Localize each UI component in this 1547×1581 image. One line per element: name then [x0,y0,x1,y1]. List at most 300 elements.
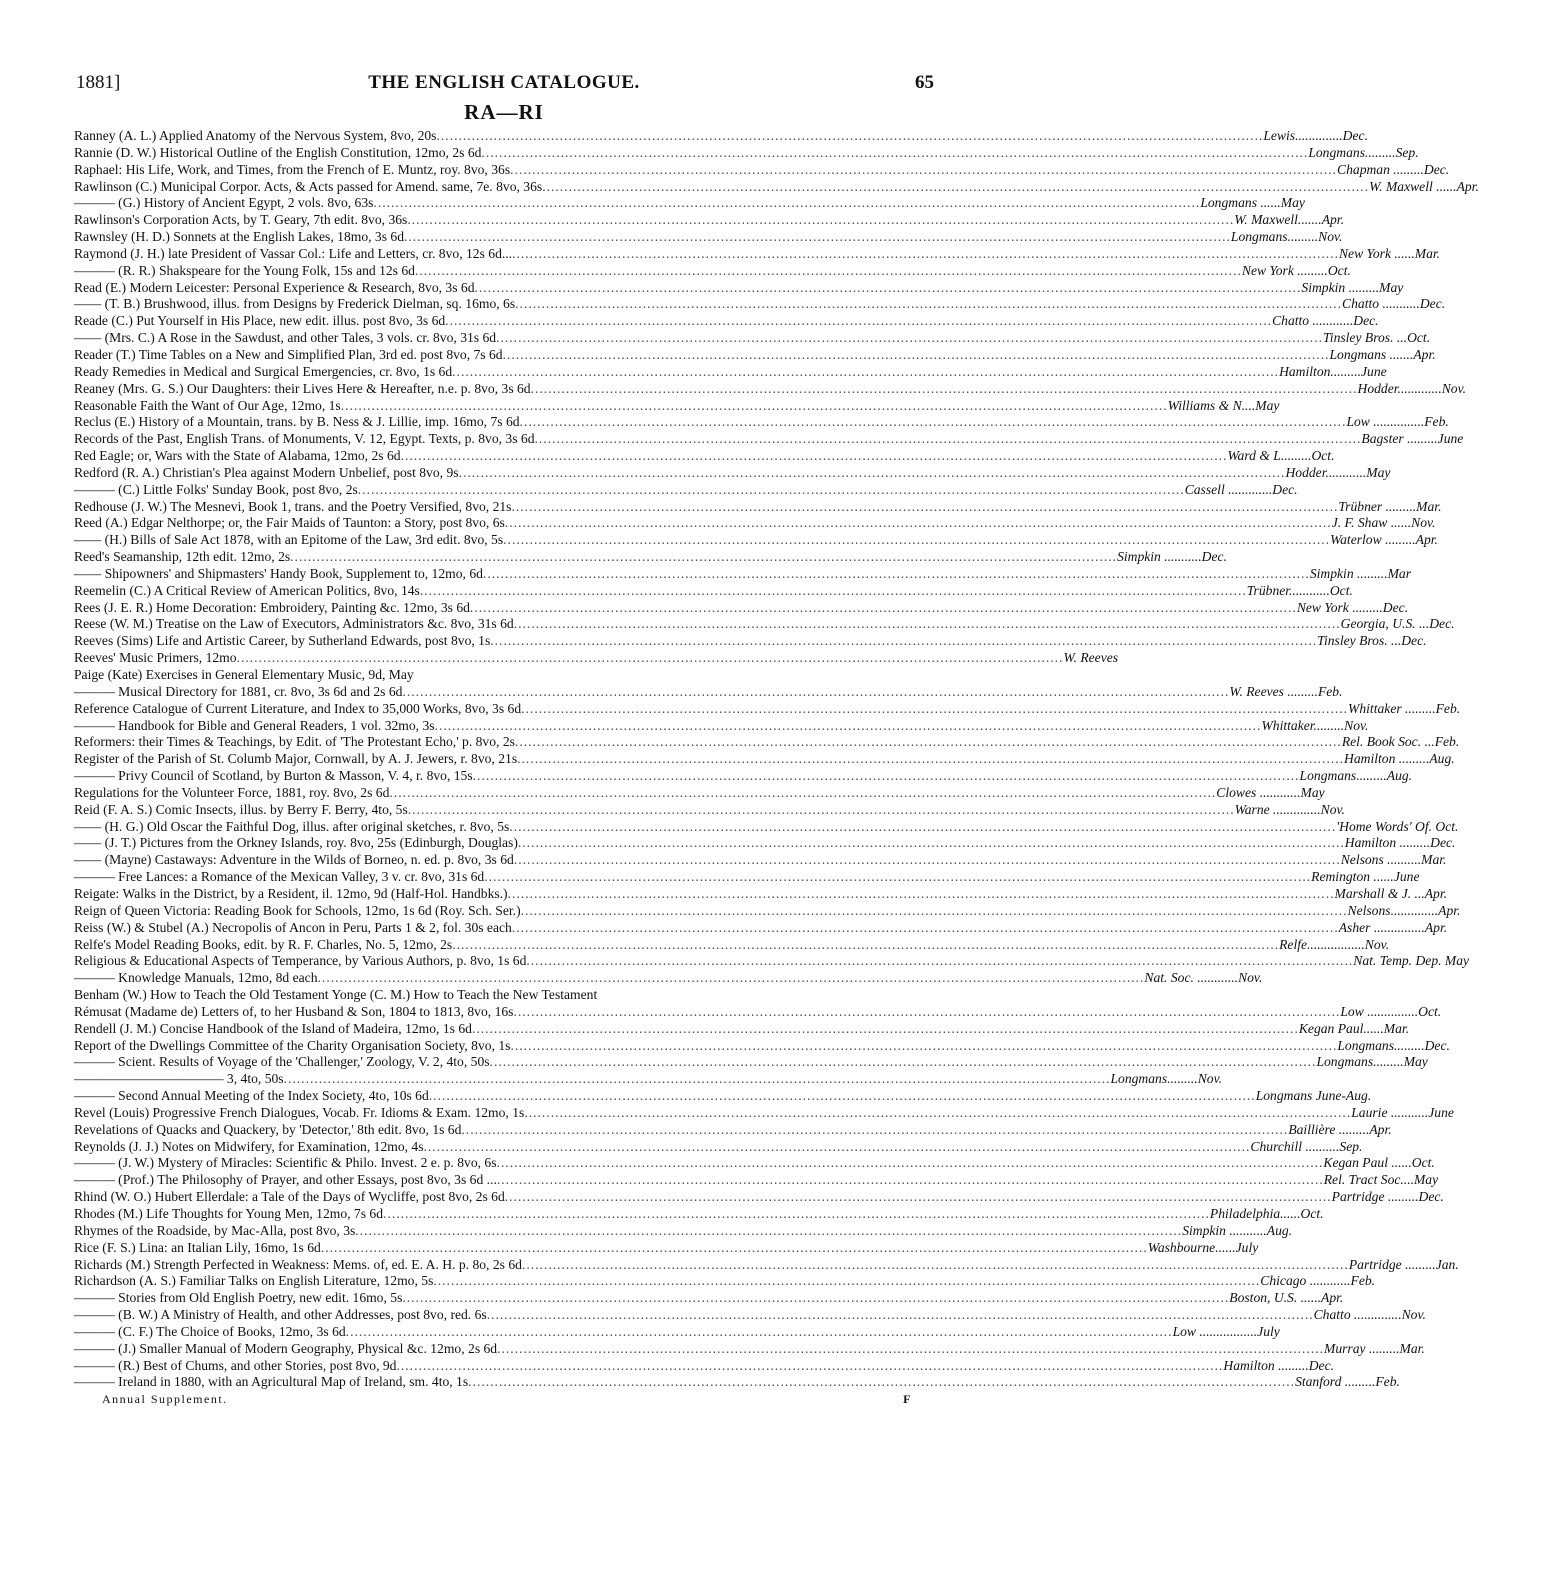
dot-leader [472,1021,1299,1038]
catalogue-entry [74,1088,1372,1105]
entry-title: Ready Remedies in Medical and Surgical Emergencies, cr. 8vo, 1s 6d [74,363,453,379]
dot-leader [396,1358,1223,1375]
dot-leader [511,499,1338,516]
entry-publisher-date: Tinsley Bros. ...Dec. [1317,633,1427,649]
entry-publisher-date: W. Maxwell.......Apr. [1234,212,1344,228]
entry-publisher-date: Partridge .........Jan. [1348,1256,1459,1272]
dot-leader [237,650,1064,667]
dot-leader [490,633,1317,650]
catalogue-entry [74,869,1420,886]
entry-title: ——— (R.) Best of Chums, and other Stories, post 8vo, 9d [74,1357,397,1373]
entry-title: ——— Stories from Old English Poetry, new edit. 16mo, 5s [74,1290,403,1306]
entry-title: ——— (G.) History of Ancient Egypt, 2 vols. 8vo, 63s [74,195,374,211]
entry-title: ——————————— 3, 4to, 50s [74,1071,284,1087]
dot-leader [284,1071,1111,1088]
catalogue-entry [74,1374,1400,1391]
catalogue-entry [74,481,1298,499]
entry-publisher-date: Low ...............Feb. [1346,414,1449,430]
catalogue-entry [74,515,1436,532]
entry-title: Reclus (E.) History of a Mountain, trans. by B. Ness & J. Lillie, imp. 16mo, 7s 6d [74,414,520,430]
catalogue-entry [74,128,1368,145]
entry-title: ——— Handbook for Bible and General Readers, 1 vol. 32mo, 3s [74,717,435,733]
dot-leader [358,482,1185,499]
entry-title: Regulations for the Volunteer Force, 1881, roy. 8vo, 2s 6d [74,784,390,800]
dot-leader [497,1172,1324,1189]
dot-leader [435,718,1262,735]
entry-title: Reese (W. M.) Treatise on the Law of Executors, Administrators &c. 8vo, 31s 6d [74,616,514,632]
entry-title: Richardson (A. S.) Familiar Talks on English Literature, 12mo, 5s [74,1273,434,1289]
dot-leader [433,1273,1260,1290]
entry-title: Report of the Dwellings Committee of the Charity Organisation Society, 8vo, 1s [74,1037,511,1053]
dot-leader [321,1240,1148,1257]
footer-signature: Annual Supplement. [102,1392,228,1407]
entry-title: —— (H. G.) Old Oscar the Faithful Dog, illus. after original sketches, r. 8vo, 5s [74,818,510,834]
entry-title: ——— Ireland in 1880, with an Agricultural Map of Ireland, sm. 4to, 1s [74,1374,469,1390]
dot-leader [389,785,1216,802]
entry-title: Religious & Educational Aspects of Temperance, by Various Authors, p. 8vo, 1s 6d [74,953,527,969]
entry-publisher-date: Philadelphia......Oct. [1209,1206,1324,1221]
entry-title: Red Eagle; or, Wars with the State of Alabama, 12mo, 2s 6d [74,448,401,464]
page-number: 65 [915,72,934,93]
entry-title: ——— Knowledge Manuals, 12mo, 8d each [74,970,318,986]
catalogue-entry [74,1222,1293,1240]
entry-publisher-date: 'Home Words' Of. Oct. [1336,818,1459,834]
entry-publisher-date: Clowes ............May [1216,784,1325,800]
entry-publisher-date: Whittaker .........Feb. [1348,700,1461,716]
entry-publisher-date: Chapman .........Dec. [1337,161,1450,177]
catalogue-entry [74,229,1343,246]
catalogue-entry [74,1239,1259,1257]
page-footer [74,1392,934,1410]
entry-publisher-date: W. Reeves .........Feb. [1229,683,1343,699]
entry-title: Rawlinson (C.) Municipal Corpor. Acts, & Acts passed for Amend. same, 7e. 8vo, 36s [74,178,543,194]
dot-leader [475,280,1302,297]
entry-publisher-date: Rel. Tract Soc....May [1323,1172,1439,1188]
dot-leader [513,1004,1340,1021]
entry-title: Raymond (J. H.) late President of Vassar Col.: Life and Letters, cr. 8vo, 12s 6d... [74,245,513,261]
entry-publisher-date: Low .................July [1172,1323,1280,1339]
catalogue-entry [74,902,1461,920]
dot-leader [290,549,1117,566]
dot-leader [490,1054,1317,1071]
entry-publisher-date: Marshall & J. ...Apr. [1334,885,1448,901]
catalogue-entry [74,599,1409,617]
entry-publisher-date: Hamilton.........June [1279,363,1387,379]
entry-publisher-date: Longmans.........Sep. [1308,144,1419,160]
catalogue-entry [74,734,1460,751]
catalogue-page [74,72,1479,1410]
entry-title: Redford (R. A.) Christian's Plea against Modern Unbelief, post 8vo, 9s [74,464,459,480]
catalogue-entry [74,1104,1454,1122]
entry-title: Rhymes of the Roadside, by Mac-Alla, post 8vo, 3s [74,1222,356,1238]
catalogue-entry [74,667,934,684]
dot-leader [445,313,1272,330]
catalogue-entry [74,262,1351,280]
catalogue-entry [74,700,1461,718]
catalogue-entry [74,1340,1425,1358]
entry-publisher-date: New York .........Dec. [1296,599,1409,615]
entry-publisher-date: Bagster .........June [1361,431,1464,447]
entry-title: Reeves (Sims) Life and Artistic Career, by Sutherland Edwards, post 8vo, 1s [74,633,491,649]
dot-leader [402,1290,1229,1307]
catalogue-entry [74,751,1455,768]
entry-publisher-date: New York .........Oct. [1241,262,1351,278]
dot-leader [402,684,1229,701]
entry-title: ——— (J.) Smaller Manual of Modern Geography, Physical &c. 12mo, 2s 6d [74,1340,498,1356]
catalogue-entry [74,1256,1459,1274]
entry-title: Richards (M.) Strength Perfected in Weakness: Mems. of, ed. E. A. H. p. 8o, 2s 6d [74,1256,522,1272]
entry-publisher-date: Cassell .............Dec. [1184,481,1298,497]
dot-leader [503,347,1330,364]
catalogue-entry [74,885,1448,903]
entry-publisher-date: Nat. Temp. Dep. May [1353,953,1470,969]
dot-leader [408,802,1235,819]
entry-title: Reigate: Walks in the District, by a Resident, il. 12mo, 9d (Half-Hol. Handbks.) [74,885,508,901]
dot-leader [373,195,1200,212]
catalogue-entry [74,1020,1410,1038]
catalogue-entry [74,464,1391,482]
dot-leader [518,835,1345,852]
entry-title: ——— Scient. Results of Voyage of the 'Challenger,' Zoology, V. 2, 4to, 50s [74,1054,490,1070]
entry-publisher-date: Trübner .........Mar. [1338,498,1442,514]
dot-leader [415,263,1242,280]
dot-leader [459,465,1286,482]
catalogue-entry [74,346,1436,364]
catalogue-entry [74,953,1470,970]
catalogue-entry [74,616,1455,633]
entry-title: Redhouse (J. W.) The Mesnevi, Book 1, trans. and the Poetry Versified, 8vo, 21s [74,498,512,514]
catalogue-entry [74,1054,1428,1071]
entry-title: Reaney (Mrs. G. S.) Our Daughters: their Lives Here & Hereafter, n.e. p. 8vo, 3s 6d [74,380,531,396]
dot-leader [436,128,1263,145]
entry-publisher-date: Warne ..............Nov. [1234,801,1345,817]
entry-title: ——— Second Annual Meeting of the Index Society, 4to, 10s 6d [74,1088,429,1104]
dot-leader [512,246,1339,263]
running-head [74,72,934,98]
entry-publisher-date: Longmans.........Aug. [1299,768,1413,784]
dot-leader [497,1155,1324,1172]
entry-title: ——— (B. W.) A Ministry of Health, and other Addresses, post 8vo, red. 6s [74,1307,487,1323]
catalogue-entry [74,245,1441,263]
catalogue-entry [74,1172,1439,1189]
entry-publisher-date: Churchill ..........Sep. [1250,1138,1363,1154]
catalogue-entry [74,532,1438,549]
entry-title: Rees (J. E. R.) Home Decoration: Embroidery, Painting &c. 12mo, 3s 6d [74,599,470,615]
catalogue-entry [74,582,1353,600]
entry-publisher-date: Boston, U.S. ......Apr. [1229,1290,1344,1306]
entry-title: —— Shipowners' and Shipmasters' Handy Book, Supplement to, 12mo, 6d [74,565,483,581]
entry-title: Reed's Seamanship, 12th edit. 12mo, 2s [74,549,291,565]
dot-leader [510,1038,1337,1055]
catalogue-entry [74,801,1345,819]
entry-title: Reed (A.) Edgar Nelthorpe; or, the Fair Maids of Taunton: a Story, post 8vo, 6s [74,515,505,531]
entry-publisher-date: Nelsons ..........Mar. [1340,852,1447,868]
entry-publisher-date: Longmans June-Aug. [1255,1088,1372,1104]
entry-publisher-date: Washbourne......July [1147,1239,1259,1255]
entry-title: ——— (C.) Little Folks' Sunday Book, post 8vo, 2s [74,481,358,497]
entry-title: Rémusat (Madame de) Letters of, to her Husband & Son, 1804 to 1813, 8vo, 16s [74,1003,514,1019]
dot-leader [452,937,1279,954]
catalogue-entry [74,1121,1392,1139]
dot-leader [520,414,1347,431]
dot-leader [473,768,1300,785]
dot-leader [346,1324,1173,1341]
entry-publisher-date: Kegan Paul ......Oct. [1323,1155,1435,1171]
dot-leader [484,869,1311,886]
entry-publisher-date: Laurie ...........June [1351,1104,1454,1120]
catalogue-entry [74,970,1263,987]
entry-title: Reeves' Music Primers, 12mo [74,650,237,666]
catalogue-entry [74,717,1369,735]
catalogue-entry [74,784,1325,802]
entry-publisher-date: Waterlow .........Apr. [1330,532,1438,548]
dot-leader [517,751,1344,768]
entry-title: ——— (Prof.) The Philosophy of Prayer, and other Essays, post 8vo, 3s 6d ... [74,1172,497,1188]
catalogue-entry [74,1323,1280,1341]
entry-publisher-date: W. Maxwell ......Apr. [1369,178,1479,194]
entry-publisher-date: Hamilton .........Dec. [1223,1357,1334,1373]
entry-publisher-date: Ward & L.........Oct. [1227,448,1335,464]
entry-title: Reynolds (J. J.) Notes on Midwifery, for Examination, 12mo, 4s [74,1138,424,1154]
dot-leader [452,364,1279,381]
entry-publisher-date: J. F. Shaw ......Nov. [1331,515,1436,531]
entry-title: Benham (W.) How to Teach the Old Testament Yonge (C. M.) How to Teach the New Testament [74,987,598,1003]
entry-title: Reference Catalogue of Current Literature, and Index to 35,000 Works, 8vo, 3s 6d [74,700,522,716]
entry-publisher-date: Chatto ............Dec. [1272,313,1379,329]
dot-leader [503,532,1330,549]
catalogue-entry [74,835,1456,852]
entry-publisher-date: Nelsons..............Apr. [1347,902,1461,918]
catalogue-entry [74,414,1449,431]
entry-publisher-date: Asher ...............Apr. [1338,919,1448,935]
catalogue-entry [74,448,1335,465]
catalogue-entry [74,1206,1324,1223]
entry-title: ——— Privy Council of Scotland, by Burton & Masson, V. 4, r. 8vo, 15s [74,768,473,784]
entry-title: Reader (T.) Time Tables on a New and Simplified Plan, 3rd ed. post 8vo, 7s 6d [74,346,503,362]
catalogue-entry [74,936,1390,954]
dot-leader [535,431,1362,448]
entry-title: Rawlinson's Corporation Acts, by T. Geary, 7th edit. 8vo, 36s [74,212,408,228]
dot-leader [481,145,1308,162]
entry-title: Rice (F. S.) Lina: an Italian Lily, 16mo, 1s 6d [74,1239,321,1255]
entry-title: Records of the Past, English Trans. of Monuments, V. 12, Egypt. Texts, p. 8vo, 3s 6d [74,431,535,447]
catalogue-entry [74,1155,1435,1172]
entry-title: Rannie (D. W.) Historical Outline of the English Constitution, 12mo, 2s 6d [74,144,482,160]
catalogue-entry [74,1357,1334,1375]
dot-leader [496,330,1323,347]
entry-publisher-date: Simpkin .........Mar [1309,565,1412,581]
entry-publisher-date: Simpkin ...........Dec. [1117,549,1227,565]
catalogue-entry [74,161,1450,179]
entry-title: Revelations of Quacks and Quackery, by 'Detector,' 8th edit. 8vo, 1s 6d [74,1121,462,1137]
entry-publisher-date: Hodder.............Nov. [1357,380,1467,396]
entry-title: Reign of Queen Victoria: Reading Book for Schools, 12mo, 1s 6d (Roy. Sch. Ser.) [74,902,521,918]
entry-publisher-date: Simpkin .........May [1301,279,1404,295]
entry-publisher-date: Murray .........Mar. [1324,1340,1425,1356]
entry-publisher-date: Baillière .........Apr. [1288,1121,1392,1137]
catalogue-entry [74,380,1467,398]
entry-title: Rendell (J. M.) Concise Handbook of the Island of Madeira, 12mo, 1s 6d [74,1020,472,1036]
dot-leader [341,398,1168,415]
catalogue-entry [74,330,1431,347]
catalogue-entry [74,818,1459,836]
catalogue-entry [74,683,1343,701]
entry-list [74,128,1479,1391]
entry-title: Reemelin (C.) A Critical Review of American Politics, 8vo, 14s [74,582,420,598]
dot-leader [497,1341,1324,1358]
entry-title: Revel (Louis) Progressive French Dialogues, Vocab. Fr. Idioms & Exam. 12mo, 1s [74,1104,525,1120]
entry-publisher-date: Chatto ...........Dec. [1342,296,1446,312]
entry-publisher-date: Georgia, U.S. ...Dec. [1340,616,1455,632]
dot-leader [521,903,1348,920]
entry-publisher-date: Longmans.........Nov. [1230,229,1343,245]
catalogue-entry [74,178,1479,196]
entry-publisher-date: Chicago ............Feb. [1260,1273,1376,1289]
entry-title: ——— (J. W.) Mystery of Miracles: Scientific & Philo. Invest. 2 e. p. 8vo, 6s [74,1155,497,1171]
entry-title: Reiss (W.) & Stubel (A.) Necropolis of Ancon in Peru, Parts 1 & 2, fol. 30s each [74,919,512,935]
dot-leader [470,600,1297,617]
entry-publisher-date: Hamilton .........Aug. [1344,751,1455,767]
dot-leader [420,583,1247,600]
entry-title: Ranney (A. L.) Applied Anatomy of the Nervous System, 8vo, 20s [74,128,437,143]
dot-leader [512,920,1339,937]
dot-leader [404,229,1231,246]
entry-publisher-date: Partridge .........Dec. [1331,1189,1444,1205]
catalogue-entry [74,1071,1223,1088]
entry-publisher-date: Low ...............Oct. [1340,1003,1442,1019]
entry-publisher-date: Longmans.........Nov. [1110,1071,1223,1087]
entry-title: ——— Free Lances: a Romance of the Mexican Valley, 3 v. cr. 8vo, 31s 6d [74,869,485,885]
entry-publisher-date: Lewis..............Dec. [1263,128,1368,143]
catalogue-entry [74,363,1387,381]
catalogue-entry [74,1138,1363,1156]
entry-publisher-date: Remington ......June [1311,869,1420,885]
dot-leader [383,1206,1210,1223]
catalogue-entry [74,549,1227,566]
entry-title: Rhind (W. O.) Hubert Ellerdale: a Tale of the Days of Wycliffe, post 8vo, 2s 6d [74,1189,505,1205]
dot-leader [508,886,1335,903]
entry-title: Reade (C.) Put Yourself in His Place, new edit. illus. post 8vo, 3s 6d [74,313,446,329]
catalogue-entry [74,212,1344,229]
entry-title: —— (Mrs. C.) A Rose in the Sawdust, and other Tales, 3 vols. cr. 8vo, 31s 6d [74,330,497,346]
entry-publisher-date: Rel. Book Soc. ...Feb. [1341,734,1460,750]
entry-title: —— (Mayne) Castaways: Adventure in the Wilds of Borneo, n. ed. p. 8vo, 3s 6d [74,852,514,868]
catalogue-entry [74,1307,1426,1324]
catalogue-entry [74,633,1427,650]
entry-title: Raphael: His Life, Work, and Times, from the French of E. Muntz, roy. 8vo, 36s [74,161,511,177]
dot-leader [318,970,1145,987]
entry-publisher-date: Longmans.........Dec. [1337,1037,1450,1053]
catalogue-entry [74,397,1280,415]
entry-title: Paige (Kate) Exercises in General Elementary Music, 9d, May [74,667,414,682]
footer-mark: F [903,1392,912,1407]
catalogue-entry [74,431,1464,448]
entry-title: —— (H.) Bills of Sale Act 1878, with an Epitome of the Law, 3rd edit. 8vo, 5s [74,532,504,548]
entry-title: —— (T. B.) Brushwood, illus. from Designs by Frederick Dielman, sq. 16mo, 6s [74,296,516,312]
entry-publisher-date: Longmans .......Apr. [1329,346,1436,362]
entry-publisher-date: New York ......Mar. [1338,245,1441,261]
entry-title: ——— (R. R.) Shakspeare for the Young Folk, 15s and 12s 6d [74,262,415,278]
dot-leader [505,515,1332,532]
entry-publisher-date: Longmans.........May [1316,1054,1428,1070]
entry-title: Reid (F. A. S.) Comic Insects, illus. by Berry F. Berry, 4to, 5s [74,801,408,817]
entry-publisher-date: Williams & N....May [1167,397,1280,413]
entry-title: Reformers: their Times & Teachings, by Edit. of 'The Protestant Echo,' p. 8vo, 2s [74,734,515,750]
catalogue-entry [74,919,1448,937]
entry-publisher-date: Longmans ......May [1200,195,1305,211]
entry-publisher-date: Whittaker.........Nov. [1261,717,1369,733]
entry-title: Rhodes (M.) Life Thoughts for Young Men, 12mo, 7s 6d [74,1206,384,1221]
entry-publisher-date: Trübner............Oct. [1246,582,1353,598]
dot-leader [515,734,1342,751]
dot-leader [522,1257,1349,1274]
entry-publisher-date: Hodder............May [1285,464,1391,480]
entry-publisher-date: W. Reeves [1063,650,1119,666]
entry-publisher-date: Stanford .........Feb. [1295,1374,1400,1390]
entry-publisher-date: Simpkin ...........Aug. [1182,1222,1293,1238]
entry-title: Reasonable Faith the Want of Our Age, 12mo, 1s [74,397,341,413]
entry-publisher-date: Chatto ..............Nov. [1313,1307,1426,1323]
catalogue-entry [74,852,1447,869]
catalogue-entry [74,144,1419,162]
catalogue-entry [74,1189,1444,1206]
catalogue-entry [74,650,1119,667]
entry-title: Register of the Parish of St. Columb Major, Cornwall, by A. J. Jewers, r. 8vo, 21s [74,751,518,767]
catalogue-entry [74,1273,1376,1290]
dot-leader [461,1122,1288,1139]
catalogue-entry [74,1037,1450,1055]
catalogue-entry [74,1290,1344,1307]
section-heading: RA—RI [464,100,544,124]
entry-publisher-date: Nat. Soc. ............Nov. [1144,970,1263,986]
dot-leader [355,1223,1182,1240]
entry-title: Rawnsley (H. D.) Sonnets at the English Lakes, 18mo, 3s 6d [74,229,404,245]
dot-leader [487,1307,1314,1324]
entry-title: Relfe's Model Reading Books, edit. by R. F. Charles, No. 5, 12mo, 2s [74,936,453,952]
dot-leader [531,381,1358,398]
entry-publisher-date: Tinsley Bros. ...Oct. [1322,330,1431,346]
catalogue-entry [74,498,1442,516]
entry-title: Read (E.) Modern Leicester: Personal Experience & Research, 8vo, 3s 6d [74,279,475,295]
dot-leader [514,616,1341,633]
catalogue-entry [74,987,934,1004]
catalogue-entry [74,195,1305,212]
catalogue-entry [74,296,1446,313]
catalogue-entry [74,768,1413,785]
dot-leader [542,179,1369,196]
dot-leader [424,1139,1251,1156]
catalogue-entry [74,565,1412,583]
page-title: THE ENGLISH CATALOGUE. [368,72,640,93]
dot-leader [524,1105,1351,1122]
dot-leader [401,448,1228,465]
entry-publisher-date: Relfe.................Nov. [1279,936,1390,952]
entry-publisher-date: Kegan Paul......Mar. [1298,1020,1410,1036]
dot-leader [515,296,1342,313]
dot-leader [468,1374,1295,1391]
dot-leader [521,701,1348,718]
dot-leader [429,1088,1256,1105]
catalogue-entry [74,1003,1442,1021]
entry-title: —— (J. T.) Pictures from the Orkney Islands, roy. 8vo, 25s (Edinburgh, Douglas) [74,835,518,851]
dot-leader [510,162,1337,179]
entry-title: ——— (C. F.) The Choice of Books, 12mo, 3s 6d [74,1323,346,1339]
year-label: 1881] [76,72,121,93]
dot-leader [514,852,1341,869]
entry-title: ——— Musical Directory for 1881, cr. 8vo, 3s 6d and 2s 6d [74,683,403,699]
dot-leader [526,953,1353,970]
dot-leader [483,566,1310,583]
